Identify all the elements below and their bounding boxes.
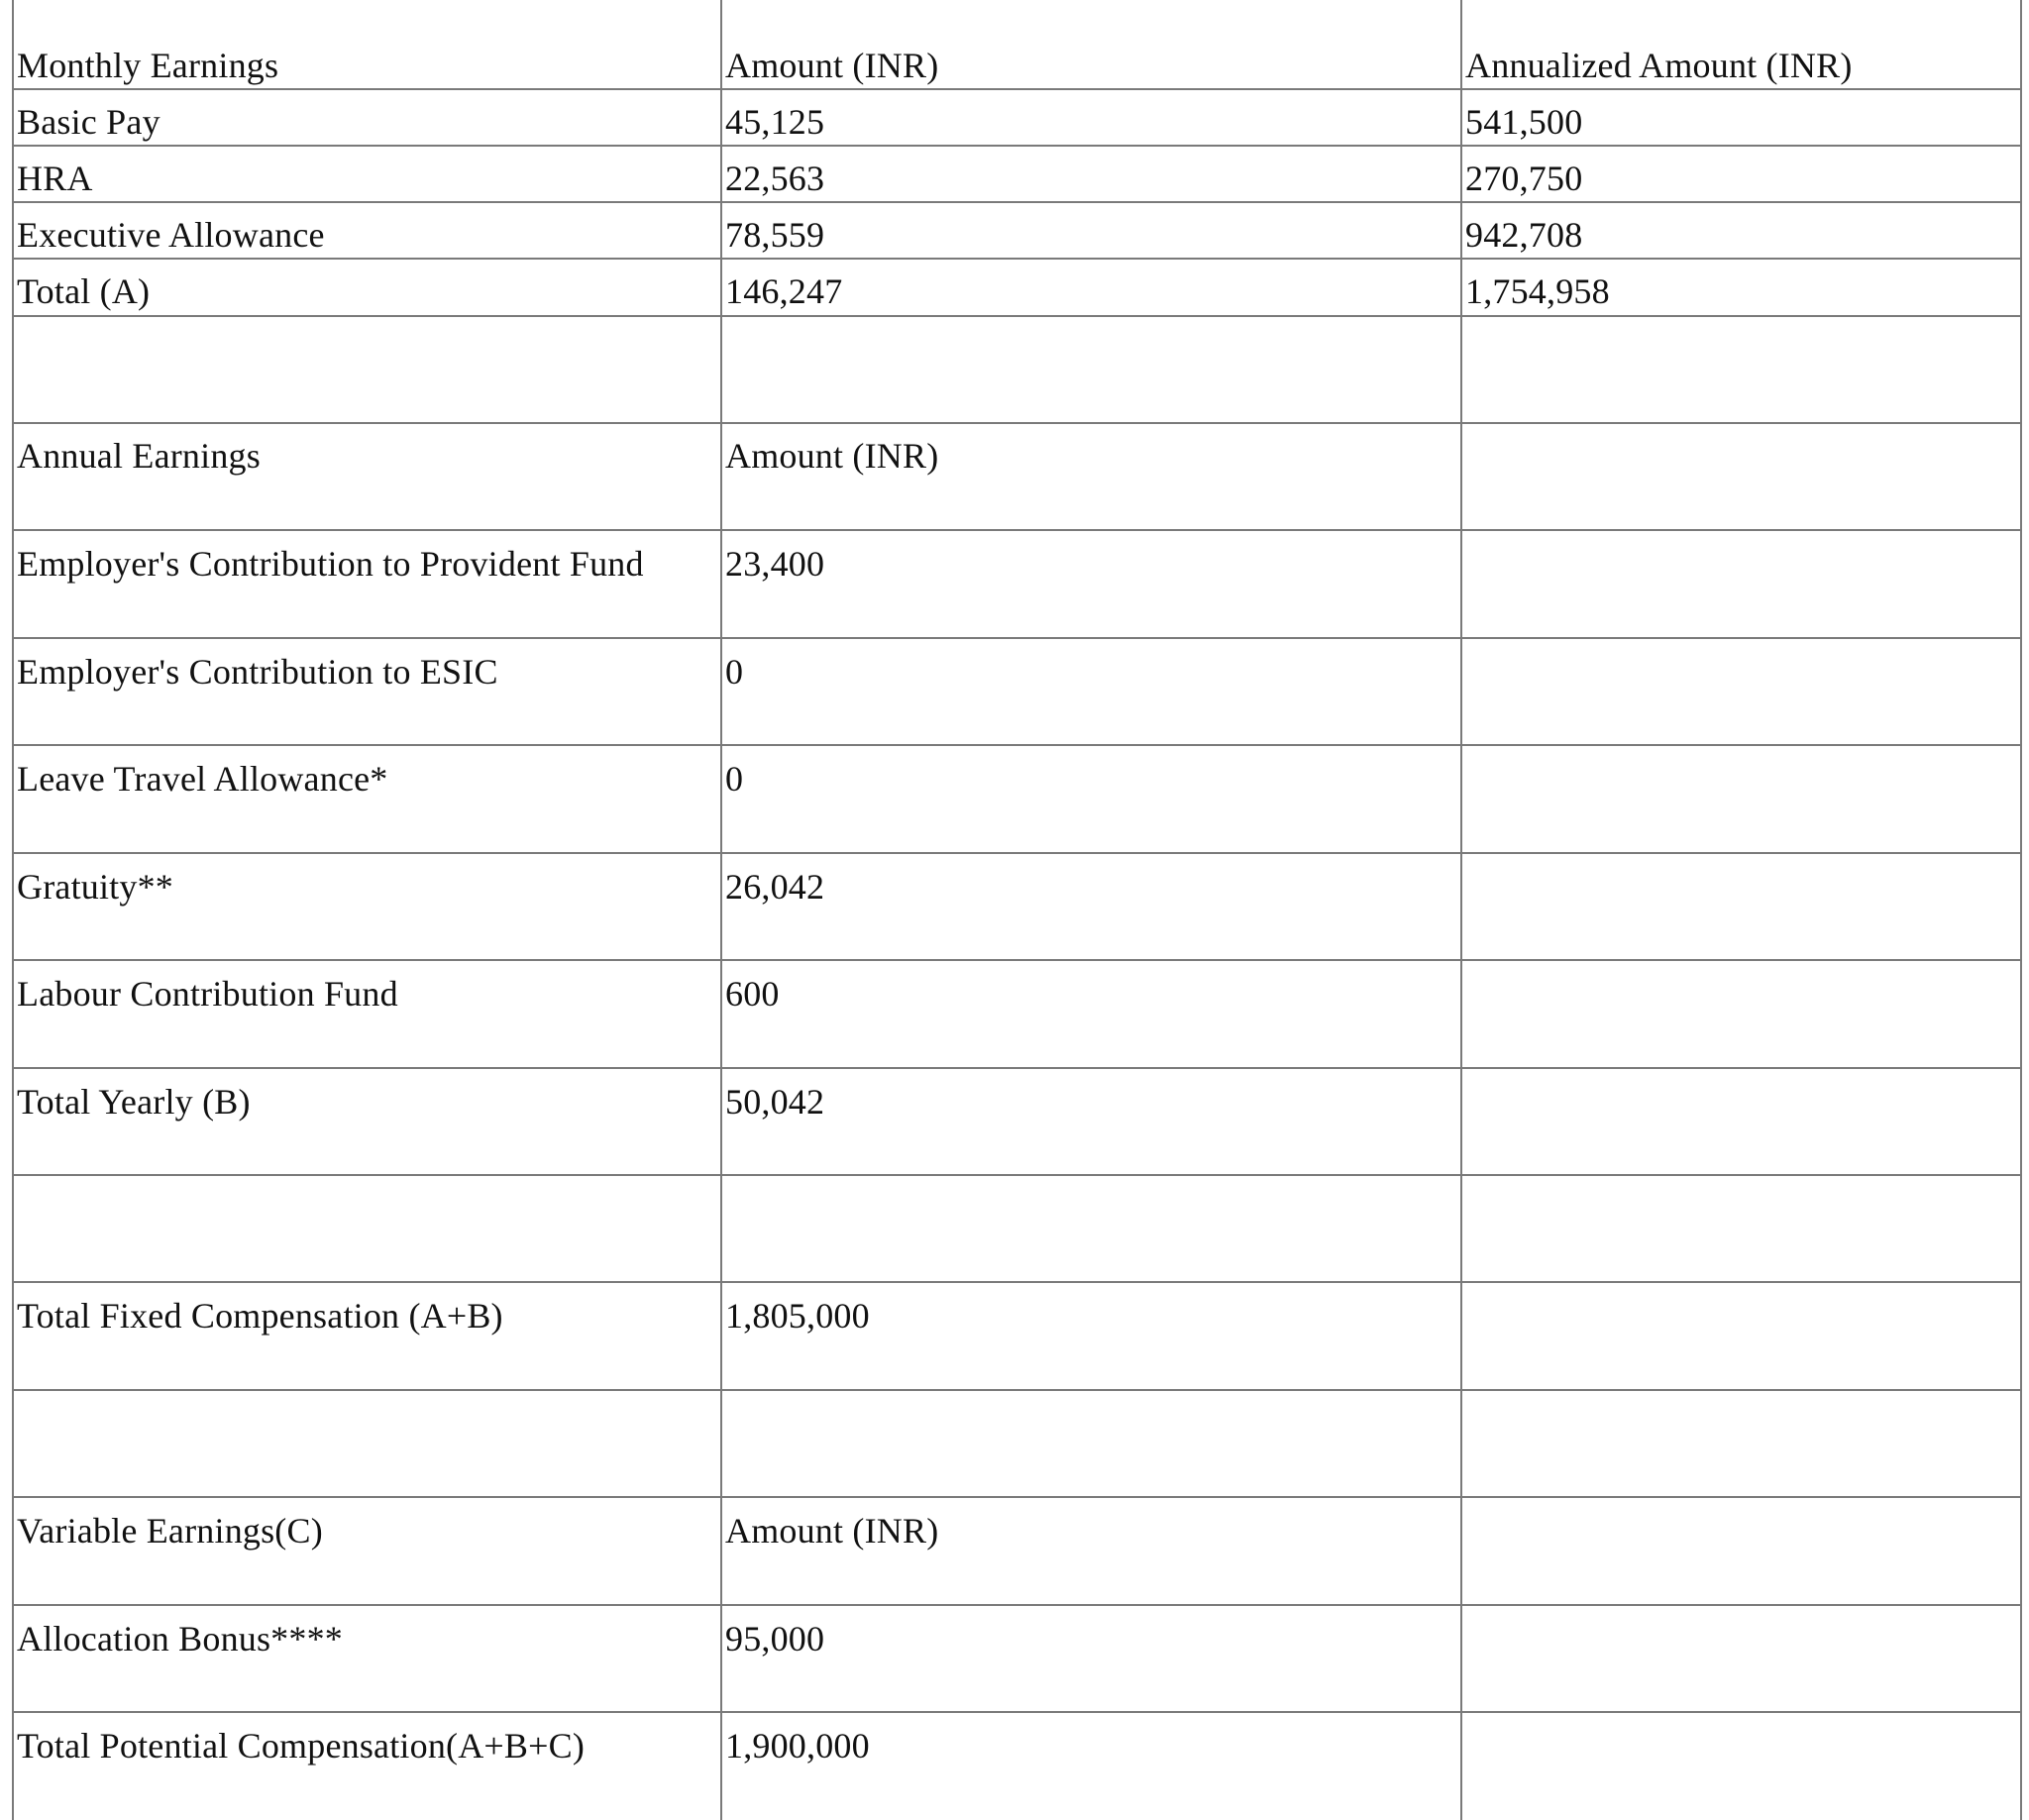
table-cell-annualized: 1,754,958 (1465, 271, 1610, 311)
table-cell-label: Labour Contribution Fund (17, 974, 398, 1014)
annual-header-label: Annual Earnings (17, 436, 261, 476)
table-cell-label: HRA (17, 159, 93, 198)
variable-header-label: Variable Earnings(C) (17, 1511, 323, 1551)
table-cell-amount: 50,042 (725, 1082, 825, 1122)
row-divider (13, 1604, 2022, 1606)
table-cell-amount: 26,042 (725, 867, 825, 907)
table-cell-label: Gratuity** (17, 867, 173, 907)
table-cell-label: Total (A) (17, 271, 151, 311)
table-column-divider (1460, 0, 1462, 1820)
table-cell-amount: 95,000 (725, 1619, 825, 1659)
total-potential-value: 1,900,000 (725, 1726, 870, 1766)
table-border-right (2020, 0, 2022, 1820)
table-cell-annualized: 541,500 (1465, 102, 1583, 142)
total-fixed-label: Total Fixed Compensation (A+B) (17, 1296, 503, 1336)
table-cell-label: Total Yearly (B) (17, 1082, 251, 1122)
table-cell-label: Executive Allowance (17, 215, 325, 255)
row-divider (13, 88, 2022, 90)
row-divider (13, 422, 2022, 424)
table-cell-amount: 600 (725, 974, 780, 1014)
row-divider (13, 315, 2022, 317)
row-divider (13, 1389, 2022, 1391)
table-cell-amount: 0 (725, 759, 744, 799)
table-cell-annualized: 270,750 (1465, 159, 1583, 198)
row-divider (13, 1496, 2022, 1498)
row-divider (13, 1711, 2022, 1713)
table-cell-label: Employer's Contribution to ESIC (17, 652, 498, 692)
annual-header-amount: Amount (INR) (725, 436, 939, 476)
row-divider (13, 201, 2022, 203)
row-divider (13, 1281, 2022, 1283)
row-divider (13, 145, 2022, 147)
table-cell-label: Leave Travel Allowance* (17, 759, 388, 799)
table-cell-amount: 146,247 (725, 271, 843, 311)
table-cell-annualized: 942,708 (1465, 215, 1583, 255)
monthly-header-annualized: Annualized Amount (INR) (1465, 46, 1853, 85)
monthly-header-amount: Amount (INR) (725, 46, 939, 85)
row-divider (13, 959, 2022, 961)
total-potential-label: Total Potential Compensation(A+B+C) (17, 1726, 586, 1766)
table-border-left (12, 0, 14, 1820)
table-cell-amount: 78,559 (725, 215, 825, 255)
row-divider (13, 1067, 2022, 1069)
row-divider (13, 1174, 2022, 1176)
table-cell-amount: 22,563 (725, 159, 825, 198)
row-divider (13, 529, 2022, 531)
table-column-divider (720, 0, 722, 1820)
table-cell-label: Allocation Bonus**** (17, 1619, 343, 1659)
table-cell-amount: 0 (725, 652, 744, 692)
row-divider (13, 258, 2022, 260)
total-fixed-value: 1,805,000 (725, 1296, 870, 1336)
monthly-header-label: Monthly Earnings (17, 46, 279, 85)
table-cell-label: Employer's Contribution to Provident Fund (17, 544, 644, 584)
row-divider (13, 852, 2022, 854)
row-divider (13, 637, 2022, 639)
row-divider (13, 744, 2022, 746)
table-cell-amount: 45,125 (725, 102, 825, 142)
variable-header-amount: Amount (INR) (725, 1511, 939, 1551)
table-cell-amount: 23,400 (725, 544, 825, 584)
table-cell-label: Basic Pay (17, 102, 160, 142)
